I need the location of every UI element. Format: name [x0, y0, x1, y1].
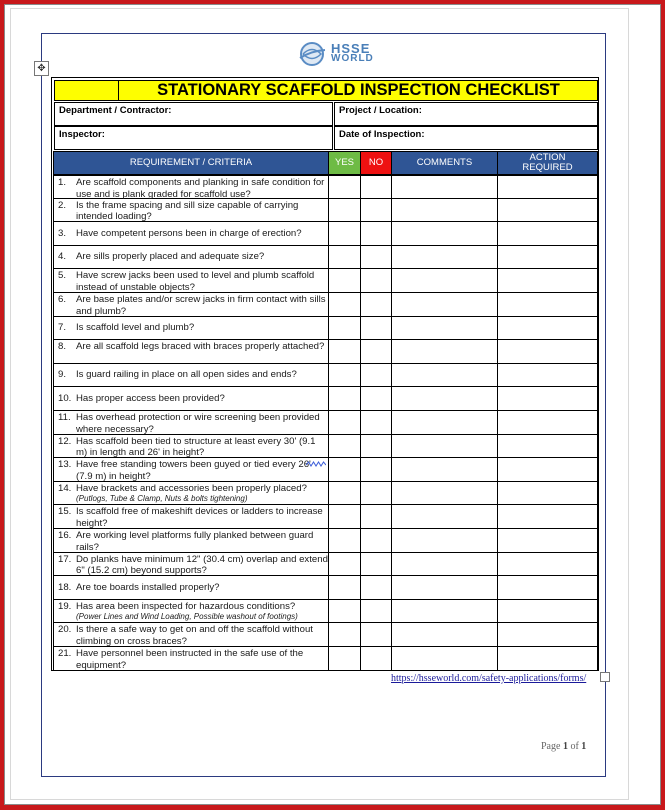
table-row [53, 175, 598, 199]
item-number: 9. [58, 369, 67, 381]
row-comments-cell[interactable] [392, 529, 498, 553]
row-yes-cell[interactable] [329, 505, 361, 529]
row-question [53, 317, 329, 341]
item-text-main: Have personnel been instructed in the safe use of the equipment? [76, 648, 304, 671]
project-field[interactable]: Project / Location: [334, 102, 598, 126]
row-yes-cell[interactable] [329, 647, 361, 671]
item-text-main: Has scaffold been tied to structure at least every 30' (9.1 m) in length and 26' in height? [76, 435, 316, 459]
item-subtext: (Power Lines and Wind Loading, Possible washout of footings) [76, 612, 298, 622]
row-no-cell[interactable] [361, 623, 392, 647]
row-action-cell[interactable] [498, 553, 598, 577]
item-number: 20. [58, 624, 72, 636]
row-no-cell[interactable] [361, 269, 392, 293]
row-action-cell[interactable] [498, 269, 598, 293]
row-action-cell[interactable] [498, 600, 598, 624]
row-no-cell[interactable] [361, 317, 392, 341]
page-current: 1 [562, 741, 568, 752]
row-question [53, 199, 329, 223]
hsse-world-logo [297, 41, 387, 67]
item-text [76, 582, 328, 594]
row-yes-cell[interactable] [329, 269, 361, 293]
table-row [53, 387, 598, 411]
item-text [76, 412, 328, 434]
page-title: STATIONARY SCAFFOLD INSPECTION CHECKLIST [118, 80, 598, 101]
row-action-cell[interactable] [498, 222, 598, 246]
header-yes: YES [329, 151, 361, 175]
item-text [76, 530, 328, 552]
row-yes-cell[interactable] [329, 576, 361, 600]
row-no-cell[interactable] [361, 553, 392, 577]
row-question [53, 387, 329, 411]
row-question [53, 482, 329, 506]
item-text [76, 177, 328, 198]
row-question [53, 246, 329, 270]
item-number: 14. [58, 482, 72, 494]
item-number: 3. [58, 227, 67, 239]
row-comments-cell[interactable] [392, 199, 498, 223]
table-row [53, 293, 598, 317]
row-no-cell[interactable] [361, 246, 392, 270]
item-text [76, 648, 328, 670]
table-row [53, 317, 598, 341]
item-number: 18. [58, 581, 72, 593]
table-row [53, 411, 598, 435]
table-row [53, 364, 598, 388]
row-comments-cell[interactable] [392, 647, 498, 671]
item-text-main: Has proper access been provided? [76, 392, 225, 404]
row-action-cell[interactable] [498, 482, 598, 506]
row-no-cell[interactable] [361, 175, 392, 199]
row-yes-cell[interactable] [329, 529, 361, 553]
row-comments-cell[interactable] [392, 246, 498, 270]
row-action-cell[interactable] [498, 505, 598, 529]
row-yes-cell[interactable] [329, 435, 361, 459]
row-yes-cell[interactable] [329, 553, 361, 577]
row-comments-cell[interactable] [392, 175, 498, 199]
item-text-main: Have screw jacks been used to level and plumb scaffold instead of unstable objects? [76, 270, 315, 293]
table-row [53, 600, 598, 624]
item-text-main: Are all scaffold legs braced with braces properly attached? [76, 341, 325, 353]
row-action-cell[interactable] [498, 175, 598, 199]
table-row [53, 435, 598, 459]
item-number: 15. [58, 506, 72, 518]
item-text-main: Are scaffold components and planking in safe condition for use and is plank graded for scaffold use? [76, 177, 325, 200]
row-action-cell[interactable] [498, 340, 598, 364]
table-move-handle-icon[interactable]: ✥ [34, 61, 49, 76]
item-text-main: Are toe boards installed properly? [76, 581, 220, 593]
row-comments-cell[interactable] [392, 317, 498, 341]
item-number: 17. [58, 553, 72, 565]
spellcheck-squiggle [306, 461, 326, 468]
row-yes-cell[interactable] [329, 458, 361, 482]
row-question [53, 364, 329, 388]
item-number: 16. [58, 530, 72, 541]
item-number: 7. [58, 322, 67, 334]
item-text [76, 459, 328, 481]
row-yes-cell[interactable] [329, 340, 361, 364]
date-field[interactable]: Date of Inspection: [334, 126, 598, 150]
row-comments-cell[interactable] [392, 576, 498, 600]
row-action-cell[interactable] [498, 246, 598, 270]
item-text [76, 436, 328, 458]
item-text [76, 624, 328, 646]
item-text [76, 554, 328, 576]
header-no: NO [361, 151, 392, 175]
row-question [53, 340, 329, 364]
item-text-main: Are working level platforms fully planked between guard rails? [76, 530, 314, 553]
page-of: of [567, 741, 582, 752]
row-yes-cell[interactable] [329, 482, 361, 506]
item-text-main: Do planks have minimum 12" (30.4 cm) overlap and extend 6" (15.2 cm) beyond supports? [76, 553, 328, 577]
row-comments-cell[interactable] [392, 340, 498, 364]
item-number: 12. [58, 435, 72, 447]
item-text-main: Is scaffold free of makeshift devices or ladders to increase height? [76, 506, 323, 529]
row-no-cell[interactable] [361, 482, 392, 506]
table-resize-handle[interactable] [600, 672, 610, 682]
row-comments-cell[interactable] [392, 600, 498, 624]
row-no-cell[interactable] [361, 340, 392, 364]
row-yes-cell[interactable] [329, 199, 361, 223]
item-number: 10. [58, 392, 72, 404]
logo-text-bottom: WORLD [331, 53, 374, 64]
row-no-cell[interactable] [361, 505, 392, 529]
item-text-main: Are sills properly placed and adequate size? [76, 251, 265, 263]
item-text [76, 251, 328, 263]
item-number: 5. [58, 270, 67, 282]
table-row [53, 553, 598, 577]
item-text-main: Have competent persons been in charge of erection? [76, 227, 302, 239]
row-yes-cell[interactable] [329, 222, 361, 246]
item-text [76, 506, 328, 528]
row-question [53, 505, 329, 529]
item-number: 13. [58, 459, 72, 471]
row-no-cell[interactable] [361, 647, 392, 671]
row-no-cell[interactable] [361, 600, 392, 624]
row-yes-cell[interactable] [329, 364, 361, 388]
item-number: 19. [58, 600, 72, 612]
item-text-main: Is scaffold level and plumb? [76, 322, 195, 334]
row-question [53, 553, 329, 577]
row-yes-cell[interactable] [329, 246, 361, 270]
row-comments-cell[interactable] [392, 411, 498, 435]
table-header [53, 151, 598, 175]
item-number: 1. [58, 177, 67, 188]
row-yes-cell[interactable] [329, 387, 361, 411]
row-action-cell[interactable] [498, 623, 598, 647]
logo-text-top: HSSE [331, 41, 371, 56]
row-no-cell[interactable] [361, 387, 392, 411]
item-number: 11. [58, 412, 71, 423]
table-row [53, 576, 598, 600]
table-row [53, 199, 598, 223]
row-no-cell[interactable] [361, 458, 392, 482]
row-action-cell[interactable] [498, 387, 598, 411]
department-field[interactable]: Department / Contractor: [54, 102, 333, 126]
table-row [53, 529, 598, 553]
row-comments-cell[interactable] [392, 553, 498, 577]
row-action-cell[interactable] [498, 529, 598, 553]
row-action-cell[interactable] [498, 411, 598, 435]
row-action-cell[interactable] [498, 364, 598, 388]
table-row [53, 482, 598, 506]
item-number: 2. [58, 199, 67, 211]
header-requirement: REQUIREMENT / CRITERIA [53, 151, 329, 175]
item-text-main: Has overhead protection or wire screening been provided where necessary? [76, 412, 320, 435]
item-text [76, 200, 328, 222]
item-text [76, 228, 328, 240]
row-no-cell[interactable] [361, 222, 392, 246]
row-action-cell[interactable] [498, 293, 598, 317]
row-question [53, 175, 329, 199]
item-text-main: Are base plates and/or screw jacks in firm contact with sills and plumb? [76, 294, 326, 317]
table-row [53, 505, 598, 529]
row-yes-cell[interactable] [329, 293, 361, 317]
table-row [53, 623, 598, 647]
item-text-main: Is guard railing in place on all open sides and ends? [76, 369, 297, 381]
page-prefix: Page [541, 741, 563, 752]
item-text [76, 270, 328, 292]
row-no-cell[interactable] [361, 529, 392, 553]
row-action-cell[interactable] [498, 458, 598, 482]
item-text-main: Have brackets and accessories been properly placed? [76, 482, 307, 494]
item-number: 8. [58, 341, 67, 353]
inspector-field[interactable]: Inspector: [54, 126, 333, 150]
row-action-cell[interactable] [498, 435, 598, 459]
item-text-main: Have free standing towers been guyed or tied every 26' (7.9 m) in height? [76, 459, 311, 482]
row-comments-cell[interactable] [392, 482, 498, 506]
page-number [541, 741, 586, 752]
item-text-main: Has area been inspected for hazardous conditions? [76, 600, 296, 612]
item-text-main: Is there a safe way to get on and off the scaffold without climbing on cross braces? [76, 624, 313, 647]
table-row [53, 246, 598, 270]
row-comments-cell[interactable] [392, 505, 498, 529]
item-number: 21. [58, 648, 72, 659]
row-no-cell[interactable] [361, 435, 392, 459]
row-no-cell[interactable] [361, 576, 392, 600]
row-question [53, 269, 329, 293]
row-comments-cell[interactable] [392, 387, 498, 411]
row-comments-cell[interactable] [392, 623, 498, 647]
row-yes-cell[interactable] [329, 317, 361, 341]
row-question [53, 647, 329, 671]
row-action-cell[interactable] [498, 317, 598, 341]
item-text [76, 294, 328, 316]
row-yes-cell[interactable] [329, 623, 361, 647]
item-number: 6. [58, 294, 67, 305]
row-comments-cell[interactable] [392, 269, 498, 293]
row-action-cell[interactable] [498, 199, 598, 223]
item-text [76, 322, 328, 334]
row-yes-cell[interactable] [329, 175, 361, 199]
item-text [76, 601, 328, 623]
row-comments-cell[interactable] [392, 435, 498, 459]
header-action-required: ACTION REQUIRED [498, 151, 598, 175]
row-question [53, 600, 329, 624]
row-question [53, 293, 329, 317]
table-row [53, 340, 598, 364]
row-question [53, 435, 329, 459]
row-question [53, 529, 329, 553]
table-row [53, 222, 598, 246]
row-question [53, 623, 329, 647]
item-text [76, 483, 328, 505]
row-comments-cell[interactable] [392, 222, 498, 246]
row-no-cell[interactable] [361, 364, 392, 388]
row-yes-cell[interactable] [329, 411, 361, 435]
row-question [53, 222, 329, 246]
row-question [53, 458, 329, 482]
row-action-cell[interactable] [498, 647, 598, 671]
item-text [76, 369, 328, 381]
header-comments: COMMENTS [392, 151, 498, 175]
table-row [53, 269, 598, 293]
item-text [76, 393, 328, 405]
row-no-cell[interactable] [361, 293, 392, 317]
row-question [53, 576, 329, 600]
row-comments-cell[interactable] [392, 293, 498, 317]
row-comments-cell[interactable] [392, 458, 498, 482]
forms-link[interactable]: https://hsseworld.com/safety-applications/forms/ [391, 673, 587, 684]
item-text [76, 341, 328, 363]
item-text-main: Is the frame spacing and sill size capable of carrying intended loading? [76, 199, 299, 223]
row-no-cell[interactable] [361, 411, 392, 435]
row-comments-cell[interactable] [392, 364, 498, 388]
row-action-cell[interactable] [498, 576, 598, 600]
row-question [53, 411, 329, 435]
item-number: 4. [58, 251, 67, 263]
table-row [53, 647, 598, 671]
globe-icon [297, 41, 327, 67]
item-subtext: (Putlogs, Tube & Clamp, Nuts & bolts tightening) [76, 494, 248, 504]
row-no-cell[interactable] [361, 199, 392, 223]
row-yes-cell[interactable] [329, 600, 361, 624]
page-total: 1 [581, 741, 587, 752]
